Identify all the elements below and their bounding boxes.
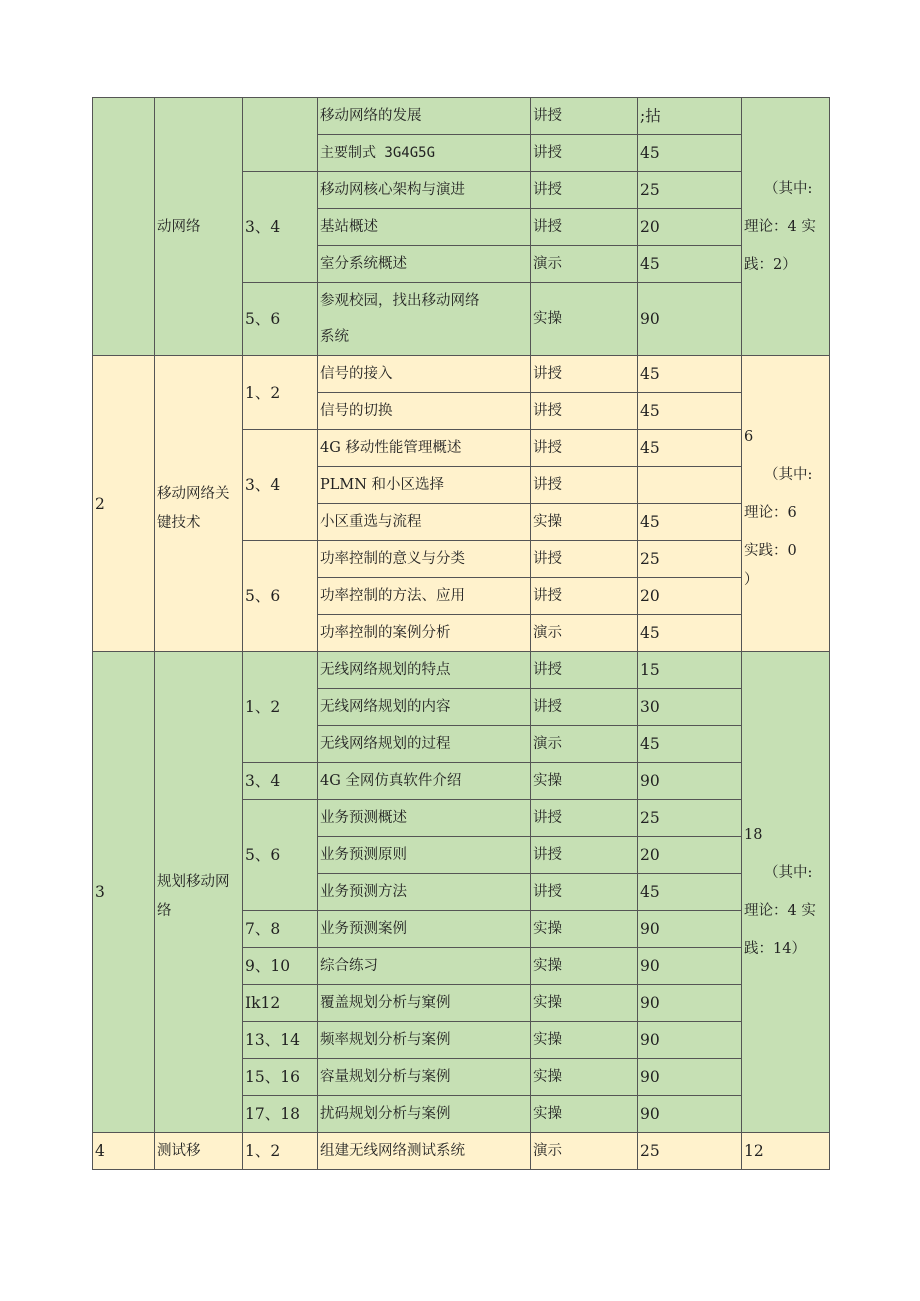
minutes: 45 [638, 135, 742, 172]
minutes: ;拈 [638, 98, 742, 135]
task-name: 扰码规划分析与案例 [318, 1096, 531, 1133]
module-title [155, 652, 243, 1133]
minutes: 15 [638, 652, 742, 689]
teaching-method: 讲授 [531, 800, 638, 837]
minutes: 90 [638, 985, 742, 1022]
module-number: 2 [93, 356, 155, 652]
minutes: 20 [638, 837, 742, 874]
minutes: 25 [638, 800, 742, 837]
task-name: 业务预测方法 [318, 874, 531, 911]
teaching-method: 实操 [531, 911, 638, 948]
teaching-method: 实操 [531, 283, 638, 356]
summary-line: 理论：6 [744, 504, 797, 521]
minutes: 45 [638, 874, 742, 911]
minutes: 25 [638, 1133, 742, 1170]
summary-line: （其中: [764, 466, 813, 483]
teaching-method: 演示 [531, 615, 638, 652]
teaching-method: 讲授 [531, 467, 638, 504]
teaching-method: 实操 [531, 763, 638, 800]
task-name: 4G 移动性能管理概述 [318, 430, 531, 467]
module-title-line: 键技术 [157, 514, 201, 531]
module-hours-summary [742, 652, 830, 1133]
session-label: 5、6 [243, 283, 318, 356]
task-name: 小区重选与流程 [318, 504, 531, 541]
minutes: 20 [638, 578, 742, 615]
teaching-method: 实操 [531, 1096, 638, 1133]
task-name: 基站概述 [318, 209, 531, 246]
minutes: 25 [638, 541, 742, 578]
teaching-method: 实操 [531, 504, 638, 541]
teaching-plan-table [92, 97, 830, 1170]
session-label: 5、6 [243, 541, 318, 652]
session-label: Ik12 [243, 985, 318, 1022]
table-row [93, 652, 830, 689]
minutes: 45 [638, 246, 742, 283]
minutes [638, 467, 742, 504]
summary-line: ） [744, 571, 759, 588]
module-title-line: 规划移动网 [157, 874, 230, 890]
minutes: 25 [638, 172, 742, 209]
table-row [93, 1133, 830, 1170]
minutes: 20 [638, 209, 742, 246]
task-name: 业务预测原则 [318, 837, 531, 874]
module-number [93, 98, 155, 356]
teaching-method: 演示 [531, 726, 638, 763]
module-number: 4 [93, 1133, 155, 1170]
teaching-method: 讲授 [531, 578, 638, 615]
task-name: 功率控制的意义与分类 [318, 541, 531, 578]
module-title-line: 络 [157, 903, 172, 919]
task-name: 组建无线网络测试系统 [318, 1133, 531, 1170]
session-label: 15、16 [243, 1059, 318, 1096]
task-name: 信号的切换 [318, 393, 531, 430]
summary-line: 6 [744, 428, 754, 445]
task-name [318, 283, 531, 356]
teaching-method: 讲授 [531, 652, 638, 689]
summary-line: 践：14） [744, 941, 806, 957]
session-label [243, 98, 318, 172]
summary-line: 实践：0 [744, 542, 797, 559]
module-hours-summary: 12 [742, 1133, 830, 1170]
task-name: 容量规划分析与案例 [318, 1059, 531, 1096]
session-label: 9、10 [243, 948, 318, 985]
task-name: 移动网络的发展 [318, 98, 531, 135]
teaching-method: 讲授 [531, 172, 638, 209]
summary-line: 理论：4 实 [744, 218, 816, 235]
task-name: 移动网核心架构与演进 [318, 172, 531, 209]
summary-line: （其中: [764, 180, 813, 197]
minutes: 90 [638, 911, 742, 948]
summary-line: 18 [744, 827, 763, 843]
minutes: 30 [638, 689, 742, 726]
teaching-method: 讲授 [531, 393, 638, 430]
minutes: 45 [638, 356, 742, 393]
task-name: 功率控制的案例分析 [318, 615, 531, 652]
summary-line: 践：2） [744, 256, 797, 273]
teaching-method: 演示 [531, 246, 638, 283]
session-label: 7、8 [243, 911, 318, 948]
session-label: 3、4 [243, 763, 318, 800]
session-label: 5、6 [243, 800, 318, 911]
task-line: 参观校园，找出移动网络 [320, 293, 480, 309]
table-row [93, 356, 830, 393]
teaching-method: 实操 [531, 1022, 638, 1059]
task-name: 主要制式 3G4G5G [318, 135, 531, 172]
summary-line: （其中: [764, 865, 813, 881]
module-hours-summary [742, 356, 830, 652]
teaching-method: 实操 [531, 985, 638, 1022]
teaching-method: 实操 [531, 948, 638, 985]
teaching-method: 讲授 [531, 98, 638, 135]
teaching-method: 讲授 [531, 209, 638, 246]
session-label: 17、18 [243, 1096, 318, 1133]
task-name: 综合练习 [318, 948, 531, 985]
session-label: 3、4 [243, 172, 318, 283]
session-label: 1、2 [243, 1133, 318, 1170]
teaching-method: 演示 [531, 1133, 638, 1170]
module-number: 3 [93, 652, 155, 1133]
task-line: 系统 [320, 329, 349, 345]
minutes: 45 [638, 504, 742, 541]
session-label: 1、2 [243, 356, 318, 430]
module-title-line: 移动网络关 [157, 485, 230, 502]
module-title: 测试移 [155, 1133, 243, 1170]
task-name: 业务预测案例 [318, 911, 531, 948]
minutes: 45 [638, 615, 742, 652]
session-label: 13、14 [243, 1022, 318, 1059]
teaching-method: 讲授 [531, 837, 638, 874]
minutes: 90 [638, 1022, 742, 1059]
task-name: 4G 全网仿真软件介绍 [318, 763, 531, 800]
minutes: 90 [638, 763, 742, 800]
module-title [155, 356, 243, 652]
minutes: 45 [638, 430, 742, 467]
task-name: PLMN 和小区选择 [318, 467, 531, 504]
teaching-method: 讲授 [531, 689, 638, 726]
session-label: 1、2 [243, 652, 318, 763]
minutes: 45 [638, 393, 742, 430]
teaching-method: 讲授 [531, 541, 638, 578]
summary-line: 理论：4 实 [744, 903, 816, 919]
task-name: 室分系统概述 [318, 246, 531, 283]
module-hours-summary [742, 98, 830, 356]
module-title: 动网络 [155, 98, 243, 356]
task-name: 无线网络规划的过程 [318, 726, 531, 763]
task-name: 覆盖规划分析与窠例 [318, 985, 531, 1022]
teaching-method: 讲授 [531, 874, 638, 911]
minutes: 90 [638, 948, 742, 985]
minutes: 90 [638, 283, 742, 356]
task-name: 无线网络规划的内容 [318, 689, 531, 726]
minutes: 90 [638, 1096, 742, 1133]
minutes: 45 [638, 726, 742, 763]
task-name: 频率规划分析与案例 [318, 1022, 531, 1059]
teaching-method: 讲授 [531, 135, 638, 172]
teaching-method: 实操 [531, 1059, 638, 1096]
teaching-method: 讲授 [531, 430, 638, 467]
task-name: 信号的接入 [318, 356, 531, 393]
table-row [93, 98, 830, 135]
minutes: 90 [638, 1059, 742, 1096]
task-name: 业务预测概述 [318, 800, 531, 837]
teaching-method: 讲授 [531, 356, 638, 393]
task-name: 无线网络规划的特点 [318, 652, 531, 689]
session-label: 3、4 [243, 430, 318, 541]
task-name: 功率控制的方法、应用 [318, 578, 531, 615]
